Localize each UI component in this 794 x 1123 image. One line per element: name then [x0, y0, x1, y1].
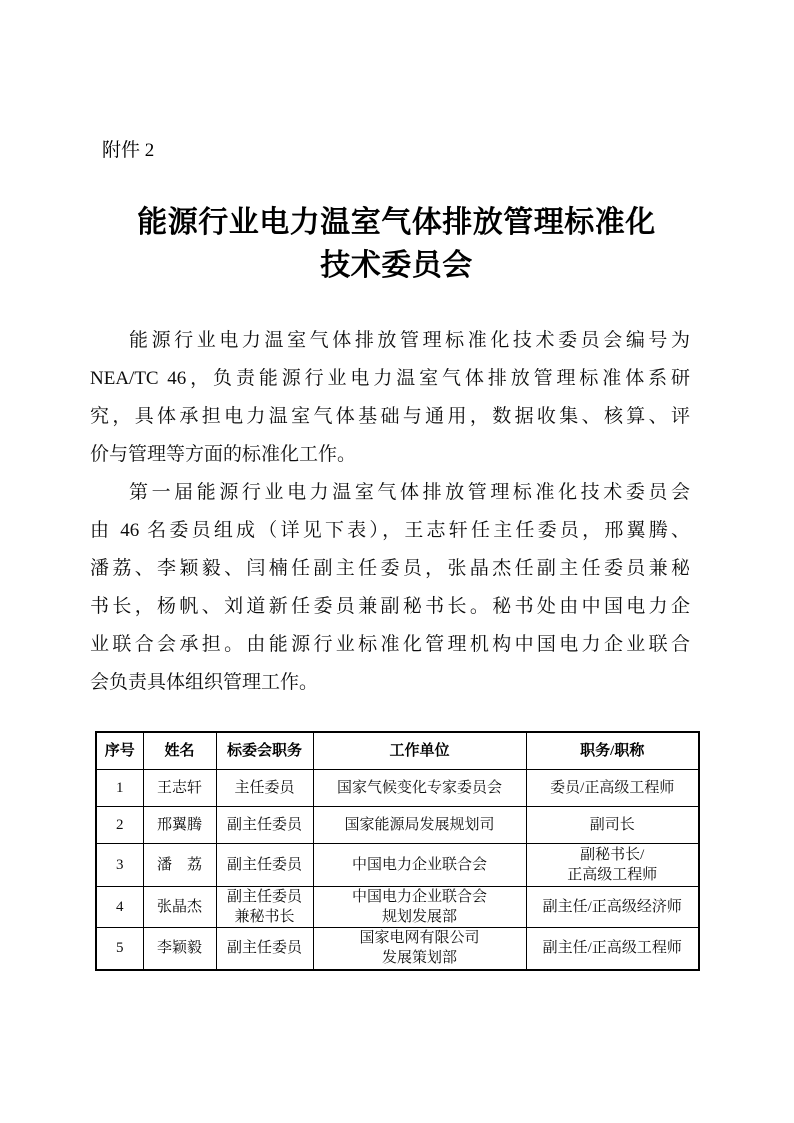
- table-row: [96, 927, 699, 970]
- text-line: NEA/TC 46，负责能源行业电力温室气体排放管理标准体系研: [90, 368, 690, 389]
- text-line: 会负责具体组织管理工作。: [90, 672, 319, 693]
- column-header-no: 序号: [96, 732, 143, 769]
- cell-no: 5: [96, 927, 143, 970]
- text-line: 业联合会承担。由能源行业标准化管理机构中国电力企业联合: [90, 634, 690, 655]
- title-line-2: 技术委员会: [320, 249, 473, 282]
- cell-committee-position: 主任委员: [216, 769, 313, 806]
- column-header-name: 姓名: [143, 732, 216, 769]
- cell-organization: 国家气候变化专家委员会: [313, 769, 526, 806]
- cell-job-title: 副秘书长/ 正高级工程师: [526, 843, 699, 886]
- paragraph-1: [90, 322, 690, 474]
- text-line: 价与管理等方面的标准化工作。: [90, 444, 357, 465]
- table-header-row: [96, 732, 699, 769]
- table-row: [96, 769, 699, 806]
- table-row: [96, 886, 699, 927]
- cell-job-title: 副司长: [526, 806, 699, 843]
- text-line: 潘荔、李颖毅、闫楠任副主任委员，张晶杰任副主任委员兼秘: [90, 558, 690, 579]
- cell-no: 3: [96, 843, 143, 886]
- column-header-job-title: 职务/职称: [526, 732, 699, 769]
- cell-name: 李颖毅: [143, 927, 216, 970]
- cell-job-title: 委员/正高级工程师: [526, 769, 699, 806]
- cell-committee-position: 副主任委员: [216, 806, 313, 843]
- document-title: [95, 201, 698, 287]
- attachment-label: 附件 2: [102, 140, 155, 161]
- column-header-committee-position: 标委会职务: [216, 732, 313, 769]
- cell-name: 邢翼腾: [143, 806, 216, 843]
- text-line: 由 46 名委员组成（详见下表），王志轩任主任委员，邢翼腾、: [90, 520, 690, 541]
- text-line: 书长，杨帆、刘道新任委员兼副秘书长。秘书处由中国电力企: [90, 596, 690, 617]
- column-header-organization: 工作单位: [313, 732, 526, 769]
- cell-no: 1: [96, 769, 143, 806]
- table-row: [96, 806, 699, 843]
- cell-name: 王志轩: [143, 769, 216, 806]
- table-row: [96, 843, 699, 886]
- cell-organization: 国家电网有限公司 发展策划部: [313, 927, 526, 970]
- cell-committee-position: 副主任委员: [216, 927, 313, 970]
- cell-committee-position: 副主任委员: [216, 843, 313, 886]
- document-body: [90, 322, 690, 702]
- cell-name: 张晶杰: [143, 886, 216, 927]
- cell-no: 2: [96, 806, 143, 843]
- cell-organization: 中国电力企业联合会: [313, 843, 526, 886]
- text-line: 能源行业电力温室气体排放管理标准化技术委员会编号为: [129, 330, 690, 351]
- cell-organization: 中国电力企业联合会 规划发展部: [313, 886, 526, 927]
- text-line: 究，具体承担电力温室气体基础与通用，数据收集、核算、评: [90, 406, 690, 427]
- cell-job-title: 副主任/正高级经济师: [526, 886, 699, 927]
- cell-name: 潘 荔: [143, 843, 216, 886]
- cell-committee-position: 副主任委员 兼秘书长: [216, 886, 313, 927]
- paragraph-2: [90, 474, 690, 702]
- cell-job-title: 副主任/正高级工程师: [526, 927, 699, 970]
- text-line: 第一届能源行业电力温室气体排放管理标准化技术委员会: [129, 482, 690, 503]
- cell-organization: 国家能源局发展规划司: [313, 806, 526, 843]
- members-table: [95, 731, 700, 971]
- cell-no: 4: [96, 886, 143, 927]
- title-line-1: 能源行业电力温室气体排放管理标准化: [137, 206, 656, 239]
